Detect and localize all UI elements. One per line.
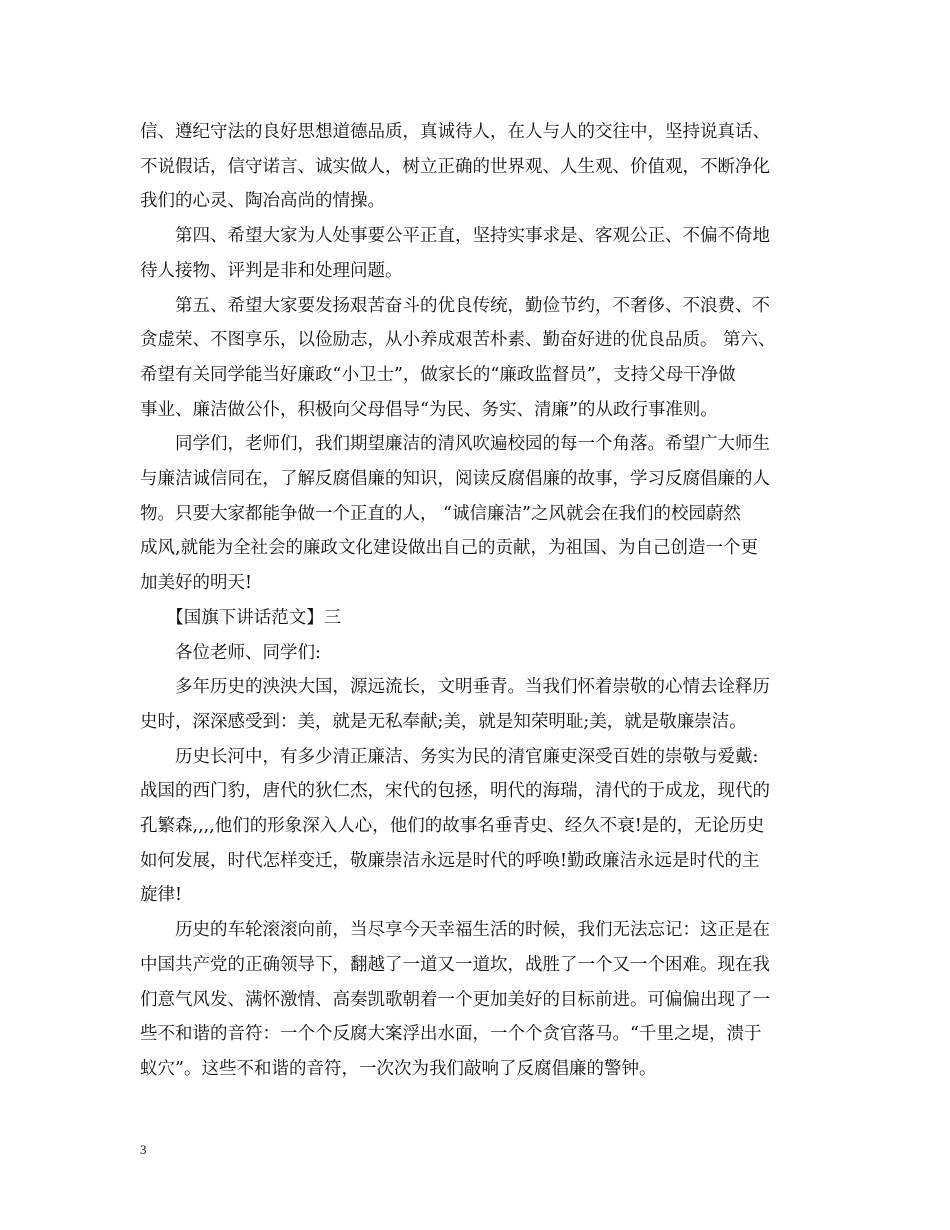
text-line: 物。只要大家都能争做一个正直的人， “诚信廉洁”之风就会在我们的校园蔚然 xyxy=(140,503,741,524)
text-line: 旋律! xyxy=(140,885,183,906)
text-line: 希望有关同学能当好廉政“小卫士”，做家长的“廉政监督员”，支持父母干净做 xyxy=(140,364,736,385)
text-line: 蚁穴”。这些不和谐的音符，一次次为我们敲响了反腐倡廉的警钟。 xyxy=(140,1058,657,1079)
text-line: 第五、希望大家要发扬艰苦奋斗的优良传统，勤俭节约，不奢侈、不浪费、不 xyxy=(140,295,770,316)
text-line: 贪虚荣、不图享乐，以俭励志，从小养成艰苦朴素、勤奋好进的优良品质。 第六、 xyxy=(140,330,776,351)
page-number: 3 xyxy=(140,1142,147,1157)
text-line: 史时，深深感受到：美，就是无私奉献;美，就是知荣明耻;美，就是敬廉崇洁。 xyxy=(140,711,747,732)
text-line: 孔繁森,,,,他们的形象深入人心，他们的故事名垂青史、经久不衰!是的，无论历史 xyxy=(140,816,765,836)
text-line: 与廉洁诚信同在，了解反腐倡廉的知识，阅读反腐倡廉的故事，学习反腐倡廉的人 xyxy=(140,469,770,489)
text-line: 不说假话，信守诺言、诚实做人，树立正确的世界观、人生观、价值观，不断净化 xyxy=(140,156,770,177)
text-line: 第四、希望大家为人处事要公平正直，坚持实事求是、客观公正、不偏不倚地 xyxy=(140,226,770,247)
text-line: 中国共产党的正确领导下，翻越了一道又一道坎，战胜了一个又一个困难。现在我 xyxy=(140,954,770,975)
text-line: 成风,就能为全社会的廉政文化建设做出自己的贡献，为祖国、为自己创造一个更 xyxy=(140,538,759,559)
text-line: 我们的心灵、陶冶高尚的情操。 xyxy=(140,191,385,212)
text-line: 事业、廉洁做公仆，积极向父母倡导“为民、务实、清廉”的从政行事准则。 xyxy=(140,399,718,420)
text-line: 多年历史的泱泱大国，源远流长，文明垂青。当我们怀着崇敬的心情去诠释历 xyxy=(140,677,770,698)
text-line: 历史的车轮滚滚向前，当尽享今天幸福生活的时候，我们无法忘记：这正是在 xyxy=(140,920,770,941)
text-line: 同学们，老师们，我们期望廉洁的清风吹遍校园的每一个角落。希望广大师生 xyxy=(140,434,770,455)
text-line: 如何发展，时代怎样变迁，敬廉崇洁永远是时代的呼唤!勤政廉洁永远是时代的主 xyxy=(140,850,760,871)
text-line: 加美好的明天! xyxy=(140,573,253,594)
text-line: 们意气风发、满怀激情、高奏凯歌朝着一个更加美好的目标前进。可偏偏出现了一 xyxy=(140,989,770,1010)
text-line: 各位老师、同学们: xyxy=(140,642,321,663)
text-line: 些不和谐的音符：一个个反腐大案浮出水面，一个个贪官落马。“千里之堤，溃于 xyxy=(140,1024,762,1045)
text-line: 战国的西门豹，唐代的狄仁杰，宋代的包拯，明代的海瑞，清代的于成龙，现代的 xyxy=(140,781,770,802)
text-line: 【国旗下讲话范文】三 xyxy=(140,607,342,628)
text-line: 待人接物、评判是非和处理问题。 xyxy=(140,260,403,281)
text-line: 信、遵纪守法的良好思想道德品质，真诚待人，在人与人的交往中，坚持说真话、 xyxy=(140,122,770,142)
text-line: 历史长河中，有多少清正廉洁、务实为民的清官廉吏深受百姓的崇敬与爱戴: xyxy=(140,746,759,767)
